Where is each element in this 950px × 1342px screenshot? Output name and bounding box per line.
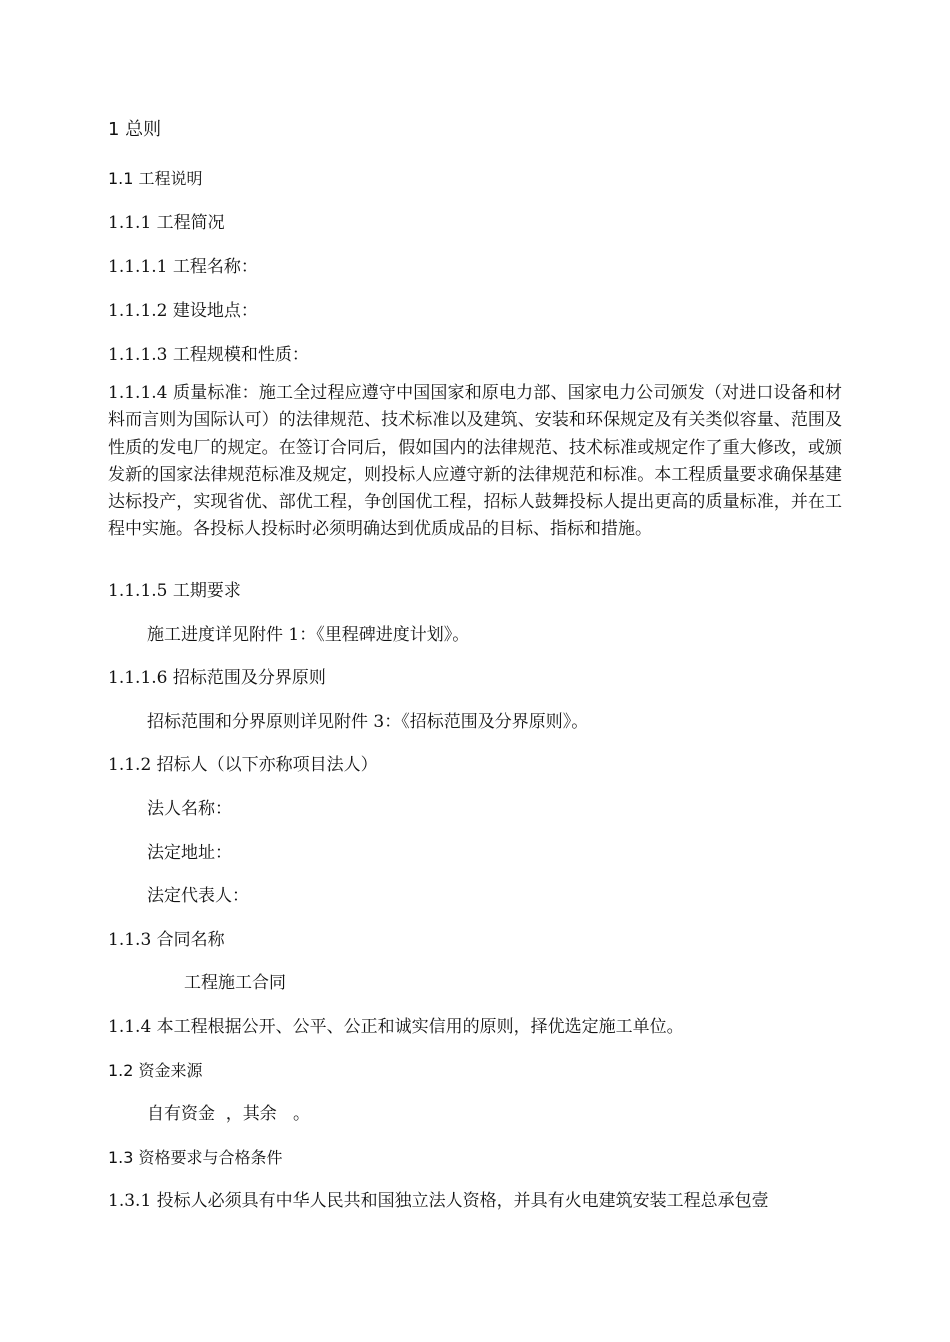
section-construction-location: 1.1.1.2 建设地点： [108, 301, 258, 321]
section-project-overview: 1.1.1 工程简况 [108, 213, 225, 233]
section-project-scale: 1.1.1.3 工程规模和性质： [108, 345, 309, 365]
legal-address-field: 法定地址： [147, 843, 232, 863]
tender-scope-text: 招标范围和分界原则详见附件 3：《招标范围及分界原则》。 [147, 712, 589, 732]
section-contract-name: 1.1.3 合同名称 [108, 930, 225, 950]
section-tender-scope: 1.1.1.6 招标范围及分界原则 [108, 668, 326, 688]
heading-qualification-requirements: 1.3 资格要求与合格条件 [108, 1148, 283, 1167]
heading-general: 1 总则 [108, 119, 162, 140]
section-tenderer: 1.1.2 招标人（以下亦称项目法人） [108, 755, 378, 775]
heading-funding-source: 1.2 资金来源 [108, 1061, 203, 1080]
funding-source-text: 自有资金 ，其余 。 [147, 1104, 311, 1124]
legal-representative-field: 法定代表人： [147, 886, 249, 906]
section-qualification-1: 1.3.1 投标人必须具有中华人民共和国独立法人资格，并具有火电建筑安装工程总承包壹 [108, 1191, 769, 1211]
legal-entity-name-field: 法人名称： [147, 799, 232, 819]
section-schedule-requirements: 1.1.1.5 工期要求 [108, 581, 241, 601]
contract-name-text: 工程施工合同 [184, 973, 286, 993]
section-project-name: 1.1.1.1 工程名称： [108, 257, 258, 277]
section-selection-principle: 1.1.4 本工程根据公开、公平、公正和诚实信用的原则，择优选定施工单位。 [108, 1017, 684, 1037]
heading-project-description: 1.1 工程说明 [108, 169, 203, 188]
schedule-details-text: 施工进度详见附件 1：《里程碑进度计划》。 [147, 625, 470, 645]
quality-standard-paragraph: 1.1.1.4 质量标准：施工全过程应遵守中国国家和原电力部、国家电力公司颁发（对进口设备和材料而言则为国际认可）的法律规范、技术标准以及建筑、安装和环保规定及有关类似容量、范围及性质的发电厂的规定。在签订合同后，假如国内的法律规范、技术标准或规定作了重大修改，或颁发新的国家法律规范标准及规定，则投标人应遵守新的法律规范和标准。本工程质量要求确保基建达标投产，实现省优、部优工程，争创国优工程，招标人鼓舞投标人提出更高的质量标准，并在工程中实施。各投标人投标时必须明确达到优质成品的目标、指标和措施。 [108, 383, 842, 540]
